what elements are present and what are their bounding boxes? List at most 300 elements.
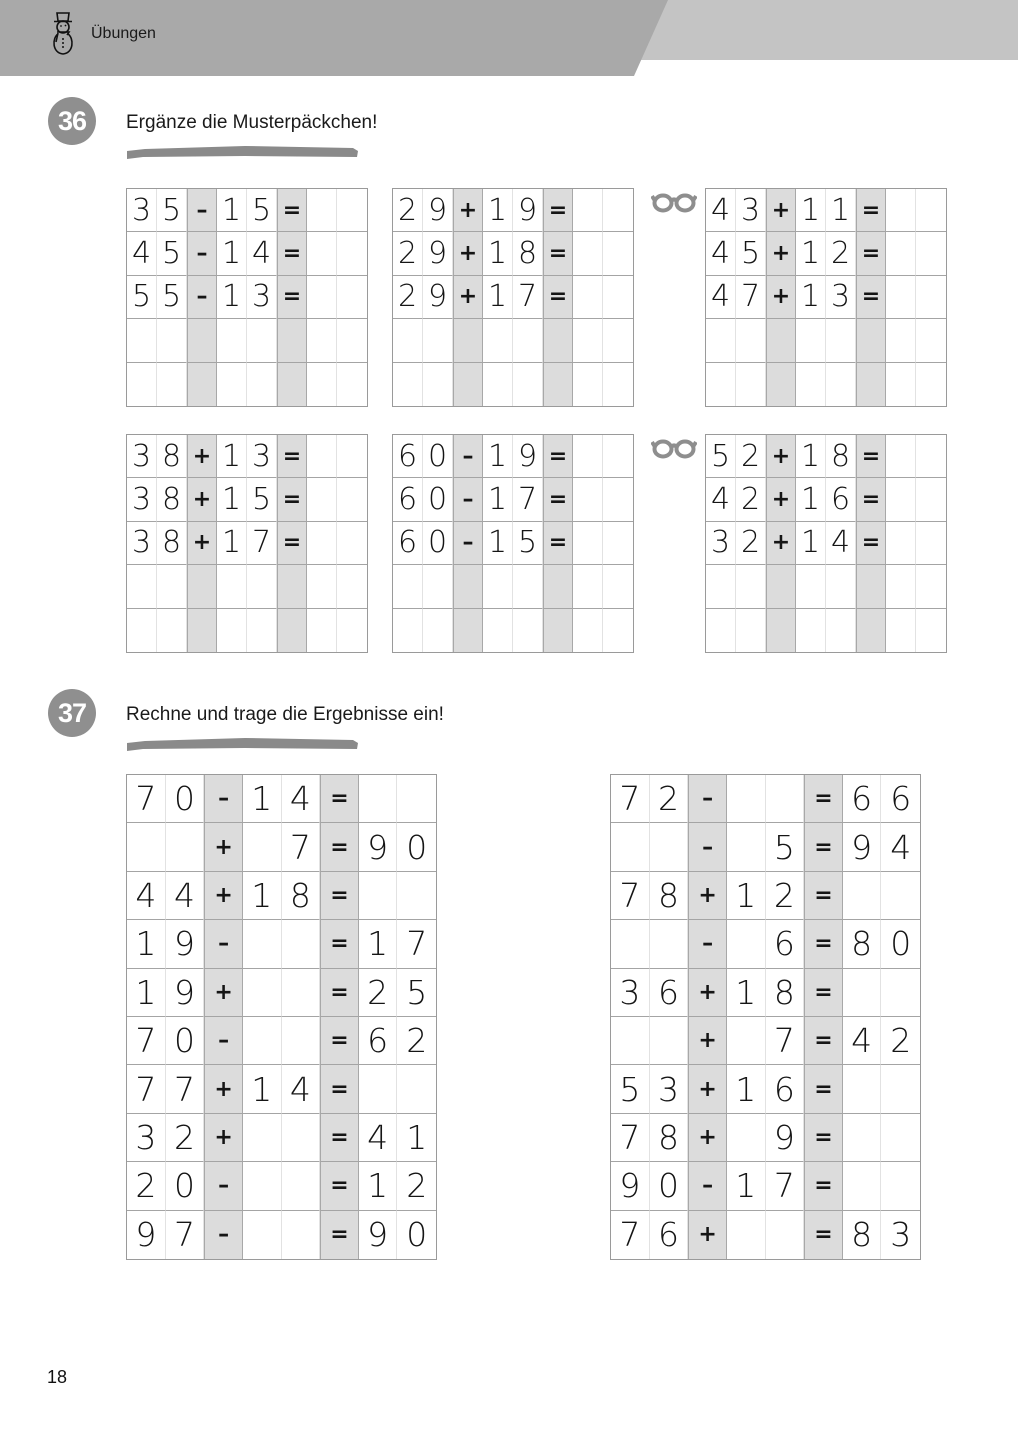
operator-cell: + (204, 1065, 243, 1113)
answer-cell[interactable] (127, 609, 157, 652)
digit-cell: 1 (243, 1065, 282, 1113)
answer-cell[interactable] (337, 435, 367, 478)
digit-cell: 9 (513, 435, 543, 478)
digit-cell: 7 (127, 1017, 166, 1065)
exercise-instruction: Ergänze die Musterpäckchen! (126, 112, 378, 133)
answer-cell[interactable] (359, 872, 398, 920)
answer-cell[interactable] (727, 823, 766, 871)
answer-cell[interactable] (573, 319, 603, 362)
digit-cell: 1 (217, 232, 247, 275)
answer-cell[interactable] (650, 823, 689, 871)
equals-cell: = (804, 1065, 843, 1113)
equals-cell: = (804, 775, 843, 823)
digit-cell: 4 (166, 872, 205, 920)
answer-cell[interactable] (217, 363, 247, 406)
answer-cell[interactable] (603, 609, 633, 652)
answer-cell[interactable] (603, 565, 633, 608)
digit-cell: 1 (483, 435, 513, 478)
answer-cell[interactable] (282, 969, 321, 1017)
answer-cell[interactable] (337, 276, 367, 319)
answer-cell[interactable] (393, 363, 423, 406)
answer-cell[interactable] (423, 319, 453, 362)
equals-cell: = (804, 1211, 843, 1259)
digit-cell: 9 (359, 1211, 398, 1259)
answer-cell[interactable] (243, 920, 282, 968)
digit-cell: 1 (796, 478, 826, 521)
equals-cell[interactable] (277, 319, 307, 362)
answer-cell[interactable] (886, 565, 916, 608)
answer-cell[interactable] (573, 522, 603, 565)
equals-cell[interactable] (856, 609, 886, 652)
answer-cell[interactable] (282, 1114, 321, 1162)
answer-cell[interactable] (423, 609, 453, 652)
answer-cell[interactable] (916, 565, 946, 608)
answer-cell[interactable] (603, 189, 633, 232)
answer-cell[interactable] (337, 609, 367, 652)
operator-cell: + (766, 522, 796, 565)
answer-cell[interactable] (826, 319, 856, 362)
digit-cell: 2 (393, 189, 423, 232)
digit-cell: 1 (796, 189, 826, 232)
exercise-number-badge: 36 (48, 97, 96, 145)
operator-cell: + (688, 1017, 727, 1065)
answer-cell[interactable] (247, 565, 277, 608)
answer-cell[interactable] (217, 609, 247, 652)
equals-cell[interactable] (856, 363, 886, 406)
answer-cell[interactable] (727, 1017, 766, 1065)
glasses-icon (651, 191, 697, 213)
operator-cell[interactable] (187, 363, 217, 406)
digit-cell: 2 (736, 478, 766, 521)
calc-grid-36-3 (705, 188, 947, 407)
operator-cell: – (688, 775, 727, 823)
operator-cell: + (766, 189, 796, 232)
calc-grid-36-5 (392, 434, 634, 653)
digit-cell: 5 (127, 276, 157, 319)
operator-cell: – (688, 823, 727, 871)
answer-cell[interactable] (243, 1162, 282, 1210)
answer-cell[interactable] (843, 872, 882, 920)
answer-cell[interactable] (603, 478, 633, 521)
answer-cell[interactable] (603, 232, 633, 275)
answer-cell[interactable] (483, 565, 513, 608)
exercise-number-badge: 37 (48, 689, 96, 737)
answer-cell[interactable] (573, 189, 603, 232)
equals-cell[interactable] (856, 319, 886, 362)
answer-cell[interactable] (611, 823, 650, 871)
answer-cell[interactable] (127, 319, 157, 362)
digit-cell: 9 (166, 969, 205, 1017)
digit-cell: 4 (706, 189, 736, 232)
answer-cell[interactable] (247, 319, 277, 362)
answer-cell[interactable] (573, 478, 603, 521)
answer-cell[interactable] (886, 189, 916, 232)
answer-cell[interactable] (423, 363, 453, 406)
answer-cell[interactable] (886, 232, 916, 275)
brush-stroke-underline (125, 736, 359, 752)
answer-cell[interactable] (916, 609, 946, 652)
digit-cell: 3 (247, 435, 277, 478)
calc-grid-36-1 (126, 188, 368, 407)
operator-cell: + (204, 1114, 243, 1162)
equals-cell[interactable] (277, 609, 307, 652)
digit-cell: 4 (282, 1065, 321, 1113)
answer-cell[interactable] (886, 522, 916, 565)
answer-cell[interactable] (650, 920, 689, 968)
digit-cell: 9 (513, 189, 543, 232)
answer-cell[interactable] (307, 189, 337, 232)
answer-cell[interactable] (843, 1162, 882, 1210)
digit-cell: 9 (423, 232, 453, 275)
answer-cell[interactable] (483, 363, 513, 406)
digit-cell: 2 (650, 775, 689, 823)
answer-cell[interactable] (650, 1017, 689, 1065)
answer-cell[interactable] (307, 319, 337, 362)
answer-cell[interactable] (706, 363, 736, 406)
equals-cell: = (804, 1017, 843, 1065)
answer-cell[interactable] (886, 319, 916, 362)
answer-cell[interactable] (307, 609, 337, 652)
answer-cell[interactable] (282, 1211, 321, 1259)
answer-cell[interactable] (243, 1114, 282, 1162)
equals-cell: = (856, 276, 886, 319)
answer-cell[interactable] (573, 363, 603, 406)
answer-cell[interactable] (127, 565, 157, 608)
operator-cell[interactable] (766, 609, 796, 652)
answer-cell[interactable] (736, 363, 766, 406)
equals-cell: = (804, 823, 843, 871)
answer-cell[interactable] (337, 478, 367, 521)
digit-cell: 1 (727, 872, 766, 920)
answer-cell[interactable] (611, 920, 650, 968)
calc-grid-36-4 (126, 434, 368, 653)
answer-cell[interactable] (886, 609, 916, 652)
digit-cell: 1 (483, 189, 513, 232)
equals-cell[interactable] (543, 319, 573, 362)
calc-grid-37-2 (610, 774, 921, 1260)
digit-cell: 7 (397, 920, 436, 968)
digit-cell: 7 (513, 478, 543, 521)
answer-cell[interactable] (736, 565, 766, 608)
answer-cell[interactable] (727, 1114, 766, 1162)
digit-cell: 7 (247, 522, 277, 565)
operator-cell[interactable] (187, 609, 217, 652)
operator-cell[interactable] (766, 319, 796, 362)
digit-cell: 9 (611, 1162, 650, 1210)
digit-cell: 1 (243, 872, 282, 920)
answer-cell[interactable] (513, 319, 543, 362)
answer-cell[interactable] (282, 1162, 321, 1210)
operator-cell: + (766, 435, 796, 478)
digit-cell: 3 (127, 435, 157, 478)
answer-cell[interactable] (843, 1065, 882, 1113)
answer-cell[interactable] (337, 189, 367, 232)
digit-cell: 7 (611, 1114, 650, 1162)
digit-cell: 5 (157, 232, 187, 275)
answer-cell[interactable] (157, 319, 187, 362)
answer-cell[interactable] (796, 363, 826, 406)
answer-cell[interactable] (603, 319, 633, 362)
answer-cell[interactable] (881, 969, 920, 1017)
answer-cell[interactable] (393, 609, 423, 652)
answer-cell[interactable] (513, 363, 543, 406)
equals-cell: = (804, 1162, 843, 1210)
answer-cell[interactable] (282, 920, 321, 968)
answer-cell[interactable] (603, 363, 633, 406)
operator-cell: + (187, 522, 217, 565)
answer-cell[interactable] (916, 363, 946, 406)
operator-cell[interactable] (453, 609, 483, 652)
equals-cell[interactable] (277, 565, 307, 608)
equals-cell: = (277, 478, 307, 521)
equals-cell[interactable] (856, 565, 886, 608)
digit-cell: 6 (766, 920, 805, 968)
digit-cell: 6 (393, 435, 423, 478)
answer-cell[interactable] (243, 823, 282, 871)
answer-cell[interactable] (573, 232, 603, 275)
answer-cell[interactable] (727, 775, 766, 823)
digit-cell: 0 (166, 1162, 205, 1210)
answer-cell[interactable] (166, 823, 205, 871)
answer-cell[interactable] (337, 319, 367, 362)
section-title: Übungen (91, 25, 156, 42)
digit-cell: 2 (397, 1162, 436, 1210)
answer-cell[interactable] (307, 232, 337, 275)
answer-cell[interactable] (243, 969, 282, 1017)
digit-cell: 9 (166, 920, 205, 968)
equals-cell: = (277, 232, 307, 275)
answer-cell[interactable] (513, 609, 543, 652)
digit-cell: 3 (736, 189, 766, 232)
answer-cell[interactable] (603, 435, 633, 478)
answer-cell[interactable] (886, 478, 916, 521)
equals-cell: = (856, 232, 886, 275)
answer-cell[interactable] (247, 609, 277, 652)
answer-cell[interactable] (573, 609, 603, 652)
answer-cell[interactable] (337, 565, 367, 608)
answer-cell[interactable] (881, 1162, 920, 1210)
digit-cell: 3 (127, 1114, 166, 1162)
answer-cell[interactable] (397, 775, 436, 823)
answer-cell[interactable] (307, 478, 337, 521)
digit-cell: 8 (157, 478, 187, 521)
digit-cell: 1 (217, 478, 247, 521)
answer-cell[interactable] (886, 363, 916, 406)
operator-cell[interactable] (453, 565, 483, 608)
answer-cell[interactable] (736, 319, 766, 362)
digit-cell: 9 (127, 1211, 166, 1259)
answer-cell[interactable] (916, 232, 946, 275)
answer-cell[interactable] (573, 435, 603, 478)
answer-cell[interactable] (886, 276, 916, 319)
equals-cell: = (856, 189, 886, 232)
operator-cell: + (766, 478, 796, 521)
equals-cell: = (320, 1162, 359, 1210)
digit-cell: 8 (650, 1114, 689, 1162)
answer-cell[interactable] (706, 565, 736, 608)
digit-cell: 6 (766, 1065, 805, 1113)
answer-cell[interactable] (916, 435, 946, 478)
digit-cell: 4 (706, 232, 736, 275)
answer-cell[interactable] (736, 609, 766, 652)
answer-cell[interactable] (796, 609, 826, 652)
answer-cell[interactable] (513, 565, 543, 608)
answer-cell[interactable] (916, 478, 946, 521)
operator-cell[interactable] (187, 319, 217, 362)
answer-cell[interactable] (397, 1065, 436, 1113)
answer-cell[interactable] (916, 522, 946, 565)
equals-cell[interactable] (543, 609, 573, 652)
operator-cell: + (204, 823, 243, 871)
answer-cell[interactable] (826, 363, 856, 406)
answer-cell[interactable] (307, 565, 337, 608)
operator-cell[interactable] (187, 565, 217, 608)
digit-cell: 1 (483, 232, 513, 275)
digit-cell: 2 (736, 435, 766, 478)
digit-cell: 4 (706, 478, 736, 521)
answer-cell[interactable] (337, 232, 367, 275)
answer-cell[interactable] (393, 565, 423, 608)
answer-cell[interactable] (247, 363, 277, 406)
answer-cell[interactable] (727, 1211, 766, 1259)
answer-cell[interactable] (916, 319, 946, 362)
answer-cell[interactable] (796, 319, 826, 362)
answer-cell[interactable] (727, 920, 766, 968)
answer-cell[interactable] (766, 1211, 805, 1259)
equals-cell: = (543, 478, 573, 521)
answer-cell[interactable] (826, 565, 856, 608)
equals-cell: = (543, 276, 573, 319)
operator-cell: + (453, 189, 483, 232)
answer-cell[interactable] (157, 363, 187, 406)
answer-cell[interactable] (706, 319, 736, 362)
operator-cell: + (688, 1114, 727, 1162)
equals-cell: = (804, 872, 843, 920)
answer-cell[interactable] (397, 872, 436, 920)
digit-cell: 7 (166, 1065, 205, 1113)
digit-cell: 4 (359, 1114, 398, 1162)
digit-cell: 9 (423, 276, 453, 319)
digit-cell: 7 (611, 775, 650, 823)
answer-cell[interactable] (916, 276, 946, 319)
answer-cell[interactable] (393, 319, 423, 362)
equals-cell[interactable] (277, 363, 307, 406)
operator-cell: – (187, 276, 217, 319)
answer-cell[interactable] (127, 363, 157, 406)
exercise-instruction: Rechne und trage die Ergebnisse ein! (126, 704, 444, 725)
digit-cell: 2 (359, 969, 398, 1017)
digit-cell: 5 (397, 969, 436, 1017)
answer-cell[interactable] (359, 775, 398, 823)
answer-cell[interactable] (282, 1017, 321, 1065)
answer-cell[interactable] (307, 363, 337, 406)
answer-cell[interactable] (766, 775, 805, 823)
digit-cell: 1 (796, 232, 826, 275)
answer-cell[interactable] (843, 1114, 882, 1162)
digit-cell: 4 (247, 232, 277, 275)
digit-cell: 8 (157, 435, 187, 478)
digit-cell: 3 (127, 189, 157, 232)
digit-cell: 2 (826, 232, 856, 275)
answer-cell[interactable] (243, 1017, 282, 1065)
answer-cell[interactable] (337, 522, 367, 565)
operator-cell[interactable] (453, 363, 483, 406)
answer-cell[interactable] (157, 609, 187, 652)
answer-cell[interactable] (307, 522, 337, 565)
calc-grid-36-2 (392, 188, 634, 407)
digit-cell: 8 (513, 232, 543, 275)
digit-cell: 7 (766, 1017, 805, 1065)
equals-cell: = (277, 522, 307, 565)
digit-cell: 1 (727, 1065, 766, 1113)
digit-cell: 1 (483, 478, 513, 521)
answer-cell[interactable] (796, 565, 826, 608)
answer-cell[interactable] (881, 872, 920, 920)
operator-cell[interactable] (766, 565, 796, 608)
answer-cell[interactable] (611, 1017, 650, 1065)
digit-cell: 5 (247, 189, 277, 232)
equals-cell: = (804, 969, 843, 1017)
operator-cell: – (204, 1162, 243, 1210)
answer-cell[interactable] (423, 565, 453, 608)
answer-cell[interactable] (359, 1065, 398, 1113)
digit-cell: 6 (359, 1017, 398, 1065)
answer-cell[interactable] (881, 1065, 920, 1113)
answer-cell[interactable] (886, 435, 916, 478)
digit-cell: 3 (650, 1065, 689, 1113)
operator-cell: – (204, 920, 243, 968)
answer-cell[interactable] (307, 276, 337, 319)
digit-cell: 0 (166, 775, 205, 823)
operator-cell[interactable] (453, 319, 483, 362)
operator-cell: + (204, 872, 243, 920)
equals-cell[interactable] (543, 363, 573, 406)
operator-cell[interactable] (766, 363, 796, 406)
answer-cell[interactable] (307, 435, 337, 478)
answer-cell[interactable] (843, 969, 882, 1017)
answer-cell[interactable] (483, 319, 513, 362)
answer-cell[interactable] (337, 363, 367, 406)
answer-cell[interactable] (157, 565, 187, 608)
answer-cell[interactable] (217, 565, 247, 608)
answer-cell[interactable] (127, 823, 166, 871)
answer-cell[interactable] (603, 276, 633, 319)
answer-cell[interactable] (881, 1114, 920, 1162)
answer-cell[interactable] (573, 565, 603, 608)
digit-cell: 6 (393, 478, 423, 521)
equals-cell: = (320, 969, 359, 1017)
digit-cell: 6 (826, 478, 856, 521)
equals-cell[interactable] (543, 565, 573, 608)
digit-cell: 5 (706, 435, 736, 478)
answer-cell[interactable] (706, 609, 736, 652)
answer-cell[interactable] (916, 189, 946, 232)
glasses-icon (651, 437, 697, 459)
answer-cell[interactable] (826, 609, 856, 652)
answer-cell[interactable] (483, 609, 513, 652)
answer-cell[interactable] (603, 522, 633, 565)
answer-cell[interactable] (217, 319, 247, 362)
equals-cell: = (320, 1114, 359, 1162)
equals-cell: = (856, 435, 886, 478)
operator-cell: – (453, 522, 483, 565)
operator-cell: + (453, 232, 483, 275)
answer-cell[interactable] (573, 276, 603, 319)
answer-cell[interactable] (243, 1211, 282, 1259)
digit-cell: 0 (650, 1162, 689, 1210)
digit-cell: 5 (736, 232, 766, 275)
digit-cell: 8 (766, 969, 805, 1017)
